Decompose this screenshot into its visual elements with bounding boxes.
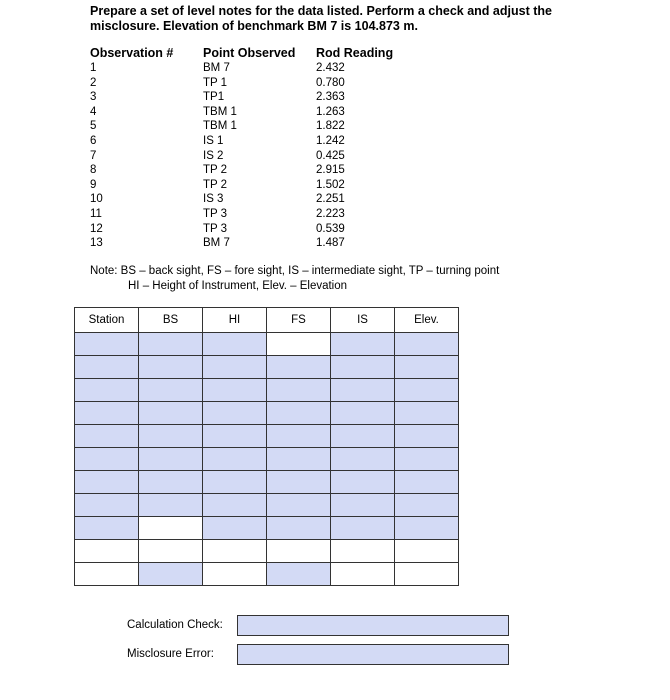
station-cell[interactable]: [75, 563, 139, 586]
level-notes-row: [75, 563, 459, 586]
is-cell[interactable]: [331, 425, 395, 448]
hi-cell[interactable]: [203, 425, 267, 448]
level-notes-row: [75, 333, 459, 356]
observation-number: 5: [90, 120, 97, 133]
level-notes-row: [75, 379, 459, 402]
elev-cell[interactable]: [395, 425, 459, 448]
header-observation-number: Observation #: [90, 46, 174, 60]
rod-reading: 1.502: [316, 178, 345, 191]
level-notes-row: [75, 517, 459, 540]
header-point-observed: Point Observed: [203, 46, 296, 60]
station-cell[interactable]: [75, 448, 139, 471]
observation-number: 4: [90, 105, 97, 118]
bs-cell[interactable]: [139, 517, 203, 540]
hi-cell[interactable]: [203, 494, 267, 517]
point-observed: IS 1: [203, 134, 224, 147]
hi-cell[interactable]: [203, 563, 267, 586]
rod-reading: 0.539: [316, 222, 345, 235]
station-cell[interactable]: [75, 471, 139, 494]
fs-cell[interactable]: [267, 402, 331, 425]
is-cell[interactable]: [331, 379, 395, 402]
station-cell[interactable]: [75, 402, 139, 425]
calculation-check-field[interactable]: [237, 615, 509, 636]
bs-cell[interactable]: [139, 563, 203, 586]
point-observed: TBM 1: [203, 120, 237, 133]
level-notes-row: [75, 494, 459, 517]
level-notes-row: [75, 448, 459, 471]
level-notes-header-row: [75, 308, 459, 333]
level-notes-row: [75, 425, 459, 448]
rod-reading: 0.780: [316, 76, 345, 89]
point-observed: BM 7: [203, 237, 230, 250]
station-cell[interactable]: [75, 333, 139, 356]
rod-reading: 0.425: [316, 149, 345, 162]
rod-reading: 1.242: [316, 134, 345, 147]
column-header-station: Station: [75, 308, 139, 333]
fs-cell[interactable]: [267, 517, 331, 540]
point-observed: IS 3: [203, 193, 224, 206]
observation-number: 3: [90, 91, 97, 104]
bs-cell[interactable]: [139, 448, 203, 471]
point-observed: IS 2: [203, 149, 224, 162]
station-cell[interactable]: [75, 494, 139, 517]
hi-cell[interactable]: [203, 517, 267, 540]
fs-cell[interactable]: [267, 563, 331, 586]
column-header-bs: BS: [139, 308, 203, 333]
fs-cell[interactable]: [267, 540, 331, 563]
is-cell[interactable]: [331, 356, 395, 379]
station-cell[interactable]: [75, 356, 139, 379]
observation-number: 2: [90, 76, 97, 89]
header-rod-reading: Rod Reading: [316, 46, 394, 60]
level-notes-table: [74, 307, 459, 586]
rod-reading: 1.487: [316, 237, 345, 250]
bs-cell[interactable]: [139, 540, 203, 563]
observation-number: 6: [90, 134, 97, 147]
level-notes-row: [75, 540, 459, 563]
bs-cell[interactable]: [139, 402, 203, 425]
station-cell[interactable]: [75, 425, 139, 448]
is-cell[interactable]: [331, 471, 395, 494]
observation-number: 13: [90, 237, 103, 250]
point-observed: TP1: [203, 91, 225, 104]
rod-reading: 1.263: [316, 105, 345, 118]
level-notes-row: [75, 471, 459, 494]
elev-cell[interactable]: [395, 471, 459, 494]
rod-reading: 2.915: [316, 164, 345, 177]
column-header-fs: FS: [267, 308, 331, 333]
point-observed: TP 2: [203, 164, 228, 177]
fs-cell[interactable]: [267, 425, 331, 448]
rod-reading: 2.223: [316, 207, 345, 220]
station-cell[interactable]: [75, 379, 139, 402]
fs-cell[interactable]: [267, 333, 331, 356]
hi-cell[interactable]: [203, 448, 267, 471]
point-observed: TBM 1: [203, 105, 237, 118]
observation-number: 12: [90, 222, 103, 235]
level-notes-row: [75, 402, 459, 425]
fs-cell[interactable]: [267, 471, 331, 494]
bs-cell[interactable]: [139, 471, 203, 494]
observation-number: 8: [90, 164, 97, 177]
rod-reading: 1.822: [316, 120, 345, 133]
is-cell[interactable]: [331, 517, 395, 540]
hi-cell[interactable]: [203, 471, 267, 494]
observation-number: 7: [90, 149, 97, 162]
elev-cell[interactable]: [395, 540, 459, 563]
hi-cell[interactable]: [203, 540, 267, 563]
elev-cell[interactable]: [395, 402, 459, 425]
column-header-elev: Elev.: [395, 308, 459, 333]
observation-number: 10: [90, 193, 103, 206]
misclosure-error-field[interactable]: [237, 644, 509, 665]
hi-cell[interactable]: [203, 333, 267, 356]
bs-cell[interactable]: [139, 379, 203, 402]
bs-cell[interactable]: [139, 494, 203, 517]
point-observed: BM 7: [203, 62, 230, 74]
bs-cell[interactable]: [139, 333, 203, 356]
problem-statement: Prepare a set of level notes for the data listed. Perform a check and adjust the misclosure. Elevation of benchmark BM 7 is 104.873 m.: [90, 4, 552, 33]
abbreviation-note: [90, 264, 499, 294]
column-header-hi: HI: [203, 308, 267, 333]
point-observed: TP 3: [203, 207, 228, 220]
fs-cell[interactable]: [267, 494, 331, 517]
fs-cell[interactable]: [267, 379, 331, 402]
elev-cell[interactable]: [395, 517, 459, 540]
rod-reading: 2.363: [316, 91, 345, 104]
elev-cell[interactable]: [395, 448, 459, 471]
is-cell[interactable]: [331, 563, 395, 586]
is-cell[interactable]: [331, 448, 395, 471]
point-observed: TP 2: [203, 178, 228, 191]
hi-cell[interactable]: [203, 379, 267, 402]
is-cell[interactable]: [331, 494, 395, 517]
rod-reading: 2.251: [316, 193, 345, 206]
bs-cell[interactable]: [139, 356, 203, 379]
is-cell[interactable]: [331, 540, 395, 563]
column-header-is: IS: [331, 308, 395, 333]
elev-cell[interactable]: [395, 333, 459, 356]
hi-cell[interactable]: [203, 356, 267, 379]
elev-cell[interactable]: [395, 356, 459, 379]
observation-number: 9: [90, 178, 97, 191]
point-observed: TP 1: [203, 76, 228, 89]
elev-cell[interactable]: [395, 379, 459, 402]
observation-number: 1: [90, 62, 97, 74]
point-observed: TP 3: [203, 222, 228, 235]
level-notes-row: [75, 356, 459, 379]
elev-cell[interactable]: [395, 563, 459, 586]
misclosure-error-label: Misclosure Error:: [127, 648, 214, 660]
is-cell[interactable]: [331, 402, 395, 425]
bs-cell[interactable]: [139, 425, 203, 448]
station-cell[interactable]: [75, 540, 139, 563]
elev-cell[interactable]: [395, 494, 459, 517]
observation-number: 11: [90, 207, 102, 220]
calculation-check-label: Calculation Check:: [127, 619, 223, 631]
station-cell[interactable]: [75, 517, 139, 540]
is-cell[interactable]: [331, 333, 395, 356]
fs-cell[interactable]: [267, 448, 331, 471]
note-line-2: HI – Height of Instrument, Elev. – Elevation: [128, 280, 348, 292]
fs-cell[interactable]: [267, 356, 331, 379]
note-line-1: Note: BS – back sight, FS – fore sight, IS – intermediate sight, TP – turning point: [90, 265, 500, 277]
hi-cell[interactable]: [203, 402, 267, 425]
rod-reading: 2.432: [316, 62, 345, 74]
